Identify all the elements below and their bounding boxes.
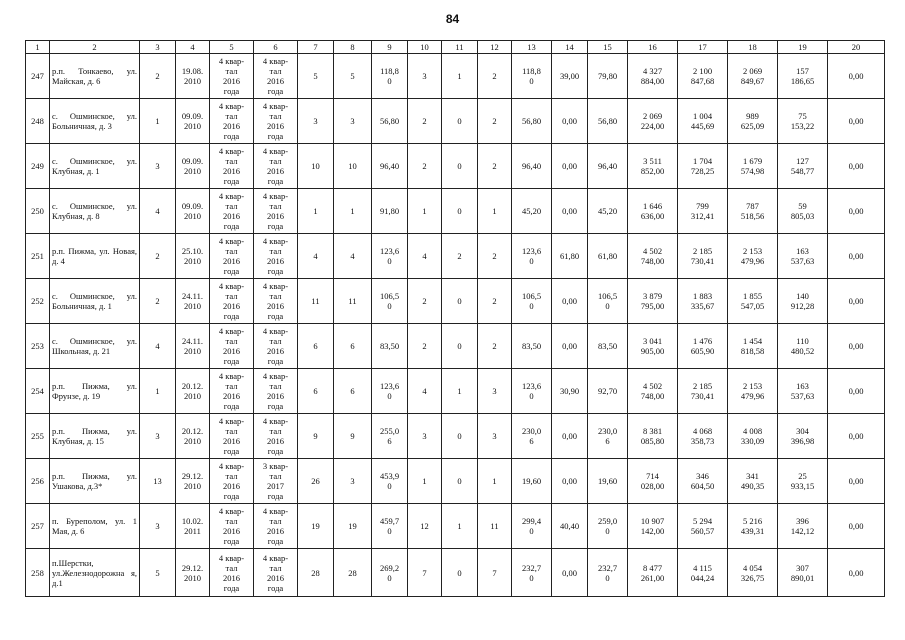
table-cell: 2	[408, 144, 442, 189]
table-cell: 2	[478, 54, 512, 99]
table-cell: 25 933,15	[778, 459, 828, 504]
table-row	[26, 459, 885, 504]
table-cell: 118,8 0	[372, 54, 408, 99]
table-cell: 61,80	[588, 234, 628, 279]
table-cell: 2 185 730,41	[678, 234, 728, 279]
table-row	[26, 54, 885, 99]
table-cell: 459,7 0	[372, 504, 408, 549]
table-cell: 396 142,12	[778, 504, 828, 549]
table-cell: 1	[442, 54, 478, 99]
table-cell: 11	[478, 504, 512, 549]
table-cell: 163 537,63	[778, 234, 828, 279]
table-cell: 45,20	[588, 189, 628, 234]
table-cell: 2	[408, 99, 442, 144]
table-cell: 256	[26, 459, 50, 504]
column-header: 2	[50, 41, 140, 54]
table-cell: 3	[334, 99, 372, 144]
column-header: 20	[828, 41, 885, 54]
table-cell: 59 805,03	[778, 189, 828, 234]
table-cell: 110 480,52	[778, 324, 828, 369]
table-cell: 249	[26, 144, 50, 189]
table-cell: 10.02. 2011	[176, 504, 210, 549]
table-cell: 4 квар- тал 2016 года	[210, 234, 254, 279]
table-cell: 96,40	[372, 144, 408, 189]
table-cell: 255,0 6	[372, 414, 408, 459]
table-cell: 232,7 0	[512, 549, 552, 597]
table-cell: 75 153,22	[778, 99, 828, 144]
address-cell: р.п. Пижма, ул. Фрунзе, д. 19	[50, 369, 140, 414]
table-cell: 2	[408, 324, 442, 369]
table-cell: 96,40	[512, 144, 552, 189]
table-cell: 4 квар- тал 2016 года	[210, 414, 254, 459]
table-cell: 2 100 847,68	[678, 54, 728, 99]
column-header: 4	[176, 41, 210, 54]
table-cell: 83,50	[512, 324, 552, 369]
table-cell: 11	[334, 279, 372, 324]
column-header: 19	[778, 41, 828, 54]
table-cell: 1	[408, 189, 442, 234]
table-cell: 91,80	[372, 189, 408, 234]
table-cell: 3 041 905,00	[628, 324, 678, 369]
table-cell: 4 квар- тал 2016 года	[210, 99, 254, 144]
table-cell: 257	[26, 504, 50, 549]
table-cell: 2	[140, 54, 176, 99]
table-cell: 6	[334, 369, 372, 414]
table-cell: 3	[478, 414, 512, 459]
table-cell: 4 квар- тал 2016 года	[210, 459, 254, 504]
table-cell: 1	[408, 459, 442, 504]
table-row	[26, 504, 885, 549]
table-cell: 2 153 479,96	[728, 369, 778, 414]
table-cell: 0	[442, 279, 478, 324]
table-cell: 6	[298, 324, 334, 369]
table-cell: 0	[442, 549, 478, 597]
table-cell: 140 912,28	[778, 279, 828, 324]
table-cell: 6	[298, 369, 334, 414]
table-cell: 0	[442, 144, 478, 189]
table-cell: 0,00	[552, 414, 588, 459]
table-cell: 0,00	[552, 549, 588, 597]
table-cell: 4 квар- тал 2016 года	[254, 414, 298, 459]
table-cell: 2	[442, 234, 478, 279]
table-cell: 24.11. 2010	[176, 279, 210, 324]
column-number-row	[26, 41, 885, 54]
table-cell: 453,9 0	[372, 459, 408, 504]
column-header: 18	[728, 41, 778, 54]
column-header: 8	[334, 41, 372, 54]
table-cell: 341 490,35	[728, 459, 778, 504]
table-cell: 3	[140, 144, 176, 189]
table-cell: 269,2 0	[372, 549, 408, 597]
table-cell: 106,5 0	[372, 279, 408, 324]
table-cell: 9	[334, 414, 372, 459]
table-cell: 0,00	[552, 279, 588, 324]
table-cell: 123,6 0	[372, 234, 408, 279]
table-cell: 259,0 0	[588, 504, 628, 549]
address-cell: р.п. Тонкаево, ул. Майская, д. 6	[50, 54, 140, 99]
table-cell: 8 477 261,00	[628, 549, 678, 597]
table-cell: 56,80	[512, 99, 552, 144]
table-cell: 19.08. 2010	[176, 54, 210, 99]
table-cell: 09.09. 2010	[176, 99, 210, 144]
table-cell: 56,80	[372, 99, 408, 144]
table-cell: 4	[140, 189, 176, 234]
table-cell: 106,5 0	[588, 279, 628, 324]
table-cell: 3 квар- тал 2017 года	[254, 459, 298, 504]
table-cell: 4 068 358,73	[678, 414, 728, 459]
table-cell: 4	[408, 369, 442, 414]
table-cell: 9	[298, 414, 334, 459]
table-cell: 4 054 326,75	[728, 549, 778, 597]
table-cell: 25.10. 2010	[176, 234, 210, 279]
table-cell: 989 625,09	[728, 99, 778, 144]
table-cell: 20.12. 2010	[176, 414, 210, 459]
table-cell: 4	[140, 324, 176, 369]
table-cell: 6	[334, 324, 372, 369]
table-cell: 4 квар- тал 2016 года	[254, 189, 298, 234]
table-cell: 56,80	[588, 99, 628, 144]
table-cell: 230,0 6	[512, 414, 552, 459]
column-header: 16	[628, 41, 678, 54]
page-number: 84	[445, 12, 460, 26]
table-cell: 92,70	[588, 369, 628, 414]
table-cell: 1 646 636,00	[628, 189, 678, 234]
table-cell: 0,00	[828, 54, 885, 99]
table-cell: 2 069 849,67	[728, 54, 778, 99]
table-cell: 28	[298, 549, 334, 597]
table-cell: 1 883 335,67	[678, 279, 728, 324]
table-cell: 0	[442, 414, 478, 459]
table-cell: 4 квар- тал 2016 года	[254, 234, 298, 279]
table-cell: 307 890,01	[778, 549, 828, 597]
table-cell: 3	[408, 54, 442, 99]
table-cell: 127 548,77	[778, 144, 828, 189]
table-cell: 123,6 0	[372, 369, 408, 414]
table-cell: 1	[442, 369, 478, 414]
table-cell: 0	[442, 459, 478, 504]
table-cell: 24.11. 2010	[176, 324, 210, 369]
table-cell: 1	[334, 189, 372, 234]
table-cell: 0	[442, 189, 478, 234]
address-cell: р.п. Пижма, ул. Ушакова, д.3*	[50, 459, 140, 504]
table-cell: 4 квар- тал 2016 года	[210, 549, 254, 597]
table-cell: 799 312,41	[678, 189, 728, 234]
table-cell: 3 511 852,00	[628, 144, 678, 189]
table-cell: 5	[334, 54, 372, 99]
table-cell: 0,00	[552, 189, 588, 234]
table-cell: 13	[140, 459, 176, 504]
address-cell: с. Ошминское, ул. Больничная, д. 1	[50, 279, 140, 324]
address-cell: р.п. Пижма, ул. Клубная, д. 15	[50, 414, 140, 459]
column-header: 3	[140, 41, 176, 54]
table-cell: 163 537,63	[778, 369, 828, 414]
table-cell: 3	[478, 369, 512, 414]
address-cell: с. Ошминское, ул. Школьная, д. 21	[50, 324, 140, 369]
table-cell: 10	[298, 144, 334, 189]
table-cell: 0,00	[552, 459, 588, 504]
table-cell: 0,00	[828, 279, 885, 324]
table-cell: 4 502 748,00	[628, 234, 678, 279]
table-row	[26, 144, 885, 189]
table-cell: 2	[478, 144, 512, 189]
table-cell: 8 381 085,80	[628, 414, 678, 459]
table-cell: 304 396,98	[778, 414, 828, 459]
table-cell: 787 518,56	[728, 189, 778, 234]
table-cell: 29.12. 2010	[176, 549, 210, 597]
column-header: 10	[408, 41, 442, 54]
table-cell: 0	[442, 99, 478, 144]
table-cell: 40,40	[552, 504, 588, 549]
table-cell: 3	[140, 504, 176, 549]
table-cell: 2 185 730,41	[678, 369, 728, 414]
table-cell: 1	[140, 99, 176, 144]
table-cell: 0,00	[828, 459, 885, 504]
table-cell: 4 327 884,00	[628, 54, 678, 99]
column-header: 14	[552, 41, 588, 54]
table-cell: 1 704 728,25	[678, 144, 728, 189]
table-cell: 3	[334, 459, 372, 504]
table-cell: 1 454 818,58	[728, 324, 778, 369]
table-row	[26, 279, 885, 324]
table-cell: 4	[298, 234, 334, 279]
column-header: 7	[298, 41, 334, 54]
table-cell: 26	[298, 459, 334, 504]
table-row	[26, 189, 885, 234]
table-cell: 258	[26, 549, 50, 597]
table-cell: 1	[298, 189, 334, 234]
table-cell: 0,00	[828, 549, 885, 597]
table-cell: 19	[298, 504, 334, 549]
table-cell: 1	[478, 189, 512, 234]
table-cell: 1 855 547,05	[728, 279, 778, 324]
address-cell: с. Ошминское, ул. Больничная, д. 3	[50, 99, 140, 144]
table-cell: 251	[26, 234, 50, 279]
table-cell: 2 069 224,00	[628, 99, 678, 144]
column-header: 12	[478, 41, 512, 54]
table-cell: 2	[140, 279, 176, 324]
table-cell: 4 квар- тал 2016 года	[254, 369, 298, 414]
table-cell: 4 квар- тал 2016 года	[210, 279, 254, 324]
table-cell: 19	[334, 504, 372, 549]
table-cell: 5	[298, 54, 334, 99]
table-cell: 4 квар- тал 2016 года	[210, 504, 254, 549]
table-cell: 250	[26, 189, 50, 234]
table-cell: 30,90	[552, 369, 588, 414]
table-cell: 0,00	[552, 99, 588, 144]
table-cell: 4 квар- тал 2016 года	[254, 504, 298, 549]
table-cell: 248	[26, 99, 50, 144]
table-cell: 123,6 0	[512, 369, 552, 414]
table-cell: 29.12. 2010	[176, 459, 210, 504]
table-cell: 5 294 560,57	[678, 504, 728, 549]
table-cell: 4 квар- тал 2016 года	[210, 369, 254, 414]
table-cell: 10	[334, 144, 372, 189]
column-header: 17	[678, 41, 728, 54]
table-cell: 1 004 445,69	[678, 99, 728, 144]
table-cell: 2	[478, 234, 512, 279]
table-cell: 4 502 748,00	[628, 369, 678, 414]
table-cell: 2	[408, 279, 442, 324]
table-cell: 2	[478, 279, 512, 324]
table-cell: 0,00	[828, 414, 885, 459]
table-cell: 4 квар- тал 2016 года	[210, 324, 254, 369]
table-cell: 09.09. 2010	[176, 144, 210, 189]
column-header: 9	[372, 41, 408, 54]
table-cell: 2	[478, 99, 512, 144]
table-cell: 0,00	[828, 144, 885, 189]
column-header: 1	[26, 41, 50, 54]
table-cell: 0	[442, 324, 478, 369]
table-cell: 0,00	[828, 99, 885, 144]
address-cell: с. Ошминское, ул. Клубная, д. 1	[50, 144, 140, 189]
table-cell: 7	[408, 549, 442, 597]
table-cell: 61,80	[552, 234, 588, 279]
table-cell: 4 квар- тал 2016 года	[254, 324, 298, 369]
address-cell: п. Буреполом, ул. 1 Мая, д. 6	[50, 504, 140, 549]
table-cell: 5 216 439,31	[728, 504, 778, 549]
table-cell: 118,8 0	[512, 54, 552, 99]
table-cell: 4 квар- тал 2016 года	[210, 54, 254, 99]
table-row	[26, 414, 885, 459]
table-cell: 254	[26, 369, 50, 414]
table-cell: 1	[478, 459, 512, 504]
table-cell: 255	[26, 414, 50, 459]
table-cell: 3	[140, 414, 176, 459]
table-row	[26, 549, 885, 597]
table-cell: 3	[408, 414, 442, 459]
table-cell: 4 квар- тал 2016 года	[254, 549, 298, 597]
table-cell: 299,4 0	[512, 504, 552, 549]
table-cell: 0,00	[828, 189, 885, 234]
table-cell: 123,6 0	[512, 234, 552, 279]
table-cell: 1 679 574,98	[728, 144, 778, 189]
column-header: 6	[254, 41, 298, 54]
table-row	[26, 99, 885, 144]
table-cell: 4 квар- тал 2016 года	[254, 144, 298, 189]
table-cell: 247	[26, 54, 50, 99]
table-cell: 252	[26, 279, 50, 324]
address-cell: р.п. Пижма, ул. Новая, д. 4	[50, 234, 140, 279]
table-cell: 2	[140, 234, 176, 279]
column-header: 5	[210, 41, 254, 54]
table-row	[26, 234, 885, 279]
table-cell: 11	[298, 279, 334, 324]
table-cell: 3	[298, 99, 334, 144]
address-cell: п.Шерстки, ул.Железнодорожна я, д.1	[50, 549, 140, 597]
table-cell: 4 квар- тал 2016 года	[210, 144, 254, 189]
table-cell: 0,00	[828, 234, 885, 279]
table-cell: 39,00	[552, 54, 588, 99]
table-cell: 28	[334, 549, 372, 597]
table-cell: 232,7 0	[588, 549, 628, 597]
table-cell: 2	[478, 324, 512, 369]
table-cell: 83,50	[372, 324, 408, 369]
table-cell: 1	[442, 504, 478, 549]
table-cell: 2 153 479,96	[728, 234, 778, 279]
table-cell: 7	[478, 549, 512, 597]
table-cell: 0,00	[552, 324, 588, 369]
table-cell: 19,60	[512, 459, 552, 504]
table-cell: 4 квар- тал 2016 года	[210, 189, 254, 234]
table-cell: 253	[26, 324, 50, 369]
housing-register-table	[25, 40, 885, 597]
table-cell: 714 028,00	[628, 459, 678, 504]
table-cell: 0,00	[552, 144, 588, 189]
table-cell: 09.09. 2010	[176, 189, 210, 234]
table-cell: 3 879 795,00	[628, 279, 678, 324]
table-row	[26, 369, 885, 414]
table-cell: 83,50	[588, 324, 628, 369]
table-cell: 4 008 330,09	[728, 414, 778, 459]
table-cell: 1 476 605,90	[678, 324, 728, 369]
table-cell: 4	[334, 234, 372, 279]
table-cell: 346 604,50	[678, 459, 728, 504]
table-cell: 12	[408, 504, 442, 549]
table-cell: 5	[140, 549, 176, 597]
table-cell: 4 квар- тал 2016 года	[254, 54, 298, 99]
table-cell: 1	[140, 369, 176, 414]
table-cell: 45,20	[512, 189, 552, 234]
table-cell: 19,60	[588, 459, 628, 504]
table-cell: 4 квар- тал 2016 года	[254, 279, 298, 324]
table-cell: 10 907 142,00	[628, 504, 678, 549]
table-cell: 0,00	[828, 324, 885, 369]
column-header: 15	[588, 41, 628, 54]
table-cell: 230,0 6	[588, 414, 628, 459]
column-header: 11	[442, 41, 478, 54]
table-cell: 4 квар- тал 2016 года	[254, 99, 298, 144]
table-cell: 0,00	[828, 369, 885, 414]
table-cell: 4	[408, 234, 442, 279]
table-cell: 0,00	[828, 504, 885, 549]
table-cell: 20.12. 2010	[176, 369, 210, 414]
table-cell: 79,80	[588, 54, 628, 99]
column-header: 13	[512, 41, 552, 54]
table-row	[26, 324, 885, 369]
table-cell: 157 186,65	[778, 54, 828, 99]
table-cell: 106,5 0	[512, 279, 552, 324]
address-cell: с. Ошминское, ул. Клубная, д. 8	[50, 189, 140, 234]
table-cell: 96,40	[588, 144, 628, 189]
table-cell: 4 115 044,24	[678, 549, 728, 597]
